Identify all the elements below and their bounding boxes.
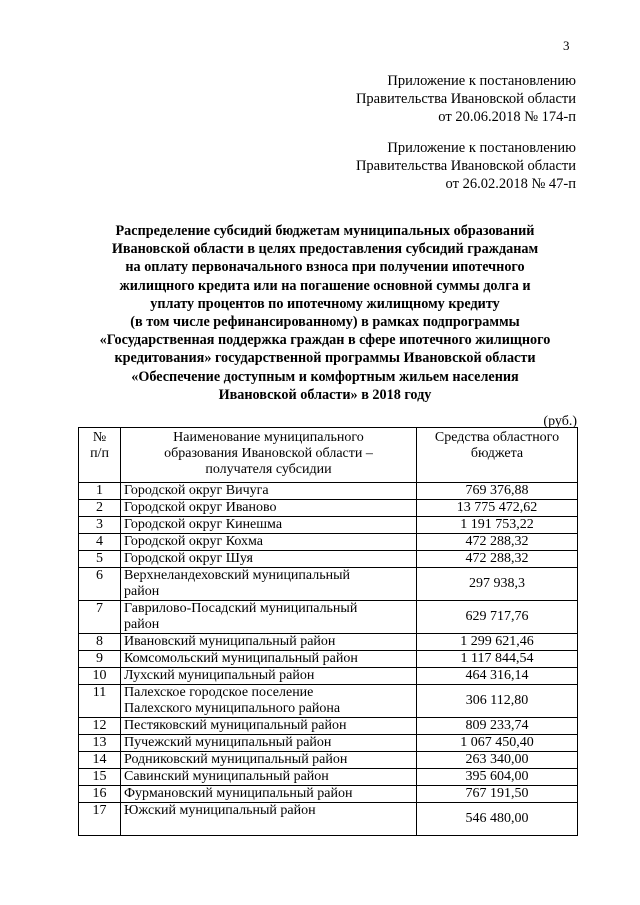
row-name-line: Савинский муниципальный район xyxy=(124,769,329,784)
title-line: жилищного кредита или на погашение основной суммы долга и xyxy=(119,277,531,294)
row-sum: 769 376,88 xyxy=(417,483,578,500)
table-row xyxy=(79,500,578,517)
appendix-previous-line2: Правительства Ивановской области xyxy=(355,158,576,174)
row-sum: 395 604,00 xyxy=(417,769,578,786)
table-row xyxy=(79,601,578,634)
row-name-line: Пучежский муниципальный район xyxy=(124,735,332,750)
row-number: 14 xyxy=(79,752,121,769)
subsidy-table xyxy=(78,427,578,836)
table-row xyxy=(79,551,578,568)
table-row xyxy=(79,735,578,752)
document-title xyxy=(70,222,580,404)
row-number: 2 xyxy=(79,500,121,517)
title-line: (в том числе рефинансированному) в рамках подпрограммы xyxy=(130,314,520,331)
row-sum: 13 775 472,62 xyxy=(417,500,578,517)
row-name-line: район xyxy=(124,584,160,599)
row-name xyxy=(121,668,417,685)
row-name xyxy=(121,500,417,517)
row-sum: 1 117 844,54 xyxy=(417,651,578,668)
appendix-previous xyxy=(356,139,576,193)
row-name-line: Комсомольский муниципальный район xyxy=(124,651,358,666)
table-row xyxy=(79,568,578,601)
row-number: 13 xyxy=(79,735,121,752)
row-name-line: Лухский муниципальный район xyxy=(124,668,315,683)
row-name-line: Палехского муниципального района xyxy=(124,701,341,716)
row-name-line: Городской округ Кинешма xyxy=(124,517,283,532)
row-name-line: Гаврилово-Посадский муниципальный xyxy=(124,601,358,616)
row-number: 17 xyxy=(79,803,121,836)
row-name xyxy=(121,517,417,534)
header-name-line: Наименование муниципального xyxy=(173,430,364,445)
row-name-line: район xyxy=(124,617,160,632)
row-sum: 464 316,14 xyxy=(417,668,578,685)
appendix-current xyxy=(356,72,576,126)
row-sum: 472 288,32 xyxy=(417,551,578,568)
row-name xyxy=(121,786,417,803)
title-line: кредитования» государственной программы Ивановской области xyxy=(114,350,536,367)
row-number: 7 xyxy=(79,601,121,634)
table-row xyxy=(79,769,578,786)
row-sum: 1 299 621,46 xyxy=(417,634,578,651)
row-sum: 546 480,00 xyxy=(417,803,578,836)
table-header-row xyxy=(79,428,578,483)
row-name-line: Пестяковский муниципальный район xyxy=(124,718,347,733)
row-name xyxy=(121,534,417,551)
row-name-line: Палехское городское поселение xyxy=(124,685,314,700)
row-sum: 297 938,3 xyxy=(417,568,578,601)
row-name xyxy=(121,718,417,735)
row-name-line: Городской округ Кохма xyxy=(124,534,264,549)
table-row xyxy=(79,685,578,718)
row-name xyxy=(121,735,417,752)
table-row xyxy=(79,803,578,836)
row-name-line: Верхнеландеховский муниципальный xyxy=(124,568,351,583)
row-number: 8 xyxy=(79,634,121,651)
row-name xyxy=(121,551,417,568)
row-name xyxy=(121,651,417,668)
row-name xyxy=(121,483,417,500)
title-line: Распределение субсидий бюджетам муниципальных образований xyxy=(115,223,535,239)
table-row xyxy=(79,483,578,500)
title-line: Ивановской области» в 2018 году xyxy=(218,386,432,403)
row-number: 1 xyxy=(79,483,121,500)
header-num-line: п/п xyxy=(90,446,109,461)
table-row xyxy=(79,517,578,534)
row-name xyxy=(121,685,417,718)
title-line: Ивановской области в целях предоставления субсидий гражданам xyxy=(111,241,539,258)
table-row xyxy=(79,534,578,551)
header-name xyxy=(121,428,417,483)
title-line: на оплату первоначального взноса при получении ипотечного xyxy=(125,259,525,276)
table-row xyxy=(79,786,578,803)
row-number: 3 xyxy=(79,517,121,534)
row-sum: 472 288,32 xyxy=(417,534,578,551)
table-row xyxy=(79,752,578,769)
header-sum xyxy=(417,428,578,483)
row-name xyxy=(121,769,417,786)
row-sum: 263 340,00 xyxy=(417,752,578,769)
row-name xyxy=(121,803,417,836)
row-sum: 809 233,74 xyxy=(417,718,578,735)
header-name-line: получателя субсидии xyxy=(205,462,332,477)
row-name xyxy=(121,568,417,601)
appendix-current-line3: от 20.06.2018 № 174-п xyxy=(438,109,576,125)
row-name-line: Городской округ Шуя xyxy=(124,551,253,566)
row-number: 4 xyxy=(79,534,121,551)
header-num-line: № xyxy=(92,430,107,445)
appendix-previous-line1: Приложение к постановлению xyxy=(387,140,576,156)
page-number: 3 xyxy=(563,38,570,53)
table-row xyxy=(79,718,578,735)
table-row xyxy=(79,668,578,685)
row-sum: 1 191 753,22 xyxy=(417,517,578,534)
row-number: 16 xyxy=(79,786,121,803)
table-row xyxy=(79,651,578,668)
row-name-line: Родниковский муниципальный район xyxy=(124,752,348,767)
row-name-line: Фурмановский муниципальный район xyxy=(124,786,353,801)
row-name-line: Южский муниципальный район xyxy=(124,803,316,818)
title-line: «Государственная поддержка граждан в сфере ипотечного жилищного xyxy=(99,332,551,349)
header-sum-line: бюджета xyxy=(470,446,524,461)
row-number: 11 xyxy=(79,685,121,718)
row-name xyxy=(121,752,417,769)
header-name-line: образования Ивановской области – xyxy=(164,446,373,461)
row-name-line: Ивановский муниципальный район xyxy=(124,634,336,649)
row-name-line: Городской округ Иваново xyxy=(124,500,277,515)
row-sum: 1 067 450,40 xyxy=(417,735,578,752)
appendix-current-line1: Приложение к постановлению xyxy=(387,73,576,89)
row-number: 6 xyxy=(79,568,121,601)
row-sum: 767 191,50 xyxy=(417,786,578,803)
appendix-previous-line3: от 26.02.2018 № 47-п xyxy=(445,176,576,192)
row-name xyxy=(121,601,417,634)
title-line: уплату процентов по ипотечному жилищному кредиту xyxy=(150,295,500,312)
row-name xyxy=(121,634,417,651)
row-number: 10 xyxy=(79,668,121,685)
header-num xyxy=(79,428,121,483)
table-row xyxy=(79,634,578,651)
row-number: 15 xyxy=(79,769,121,786)
appendix-current-line2: Правительства Ивановской области xyxy=(355,91,576,107)
row-number: 12 xyxy=(79,718,121,735)
row-sum: 306 112,80 xyxy=(417,685,578,718)
currency-note: (руб.) xyxy=(543,414,577,429)
title-line: «Обеспечение доступным и комфортным жильем населения xyxy=(131,368,519,385)
row-name-line: Городской округ Вичуга xyxy=(124,483,269,498)
row-sum: 629 717,76 xyxy=(417,601,578,634)
row-number: 9 xyxy=(79,651,121,668)
row-number: 5 xyxy=(79,551,121,568)
header-sum-line: Средства областного xyxy=(434,430,560,445)
